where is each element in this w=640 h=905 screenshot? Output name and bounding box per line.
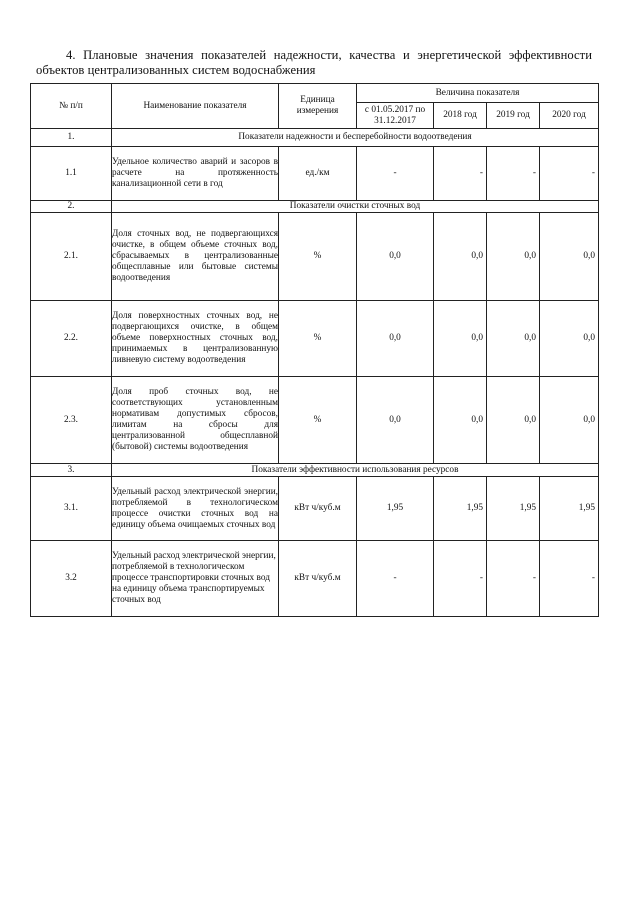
section-row xyxy=(31,201,599,213)
row-value: 1,95 xyxy=(434,477,487,541)
row-value: 1,95 xyxy=(487,477,540,541)
row-value: 0,0 xyxy=(540,377,599,464)
row-value: 0,0 xyxy=(540,301,599,377)
table-row xyxy=(31,477,599,541)
table-row xyxy=(31,541,599,617)
row-value: 0,0 xyxy=(357,377,434,464)
row-name: Доля проб сточных вод, не соответствующих установленным нормативам допустимых сбросов, лимитам на сбросы для централизованной общесплавной (бытовой) системы водоотведения xyxy=(112,377,279,464)
header-period: 2018 год xyxy=(434,103,487,129)
table-row xyxy=(31,377,599,464)
row-value: - xyxy=(540,147,599,201)
row-value: 0,0 xyxy=(487,213,540,301)
row-value: - xyxy=(487,147,540,201)
row-num: 3.1. xyxy=(31,477,112,541)
section-row xyxy=(31,464,599,477)
row-value: - xyxy=(540,541,599,617)
section-title: Показатели очистки сточных вод xyxy=(112,201,599,213)
section-row xyxy=(31,129,599,147)
header-num: № п/п xyxy=(31,84,112,129)
row-num: 3.2 xyxy=(31,541,112,617)
table-row xyxy=(31,213,599,301)
row-num: 2.3. xyxy=(31,377,112,464)
row-value: - xyxy=(357,147,434,201)
row-num: 2.1. xyxy=(31,213,112,301)
header-name: Наименование показателя xyxy=(112,84,279,129)
row-value: 0,0 xyxy=(487,377,540,464)
header-period: 2019 год xyxy=(487,103,540,129)
section-title: Показатели эффективности использования ресурсов xyxy=(112,464,599,477)
row-num: 1.1 xyxy=(31,147,112,201)
row-name: Удельный расход электрической энергии, потребляемой в технологическом процессе транспортировки сточных вод на единицу объема транспортируемых сточных вод xyxy=(112,541,279,617)
header-unit: Единица измерения xyxy=(279,84,357,129)
row-name: Доля поверхностных сточных вод, не подвергающихся очистке, в общем объеме поверхностных сточных вод, принимаемых в централизованную ливневую систему водоотведения xyxy=(112,301,279,377)
row-unit: % xyxy=(279,377,357,464)
row-num: 2.2. xyxy=(31,301,112,377)
table-row xyxy=(31,301,599,377)
section-num: 1. xyxy=(31,129,112,147)
row-name: Удельный расход электрической энергии, потребляемой в технологическом процессе очистки сточных вод на единицу объема очищаемых сточных вод xyxy=(112,477,279,541)
row-value: 0,0 xyxy=(434,377,487,464)
header-period: 2020 год xyxy=(540,103,599,129)
row-name: Удельное количество аварий и засоров в расчете на протяженность канализационной сети в год xyxy=(112,147,279,201)
row-unit: % xyxy=(279,213,357,301)
row-value: 0,0 xyxy=(540,213,599,301)
heading-text: 4. Плановые значения показателей надежности, качества и энергетической эффективности объектов централизованных систем водоснабжения xyxy=(36,48,592,77)
table-row xyxy=(31,147,599,201)
row-unit: % xyxy=(279,301,357,377)
row-name: Доля сточных вод, не подвергающихся очистке, в общем объеме сточных вод, сбрасываемых в централизованные общесплавные или бытовые системы водоотведения xyxy=(112,213,279,301)
row-value: - xyxy=(487,541,540,617)
document-heading xyxy=(36,48,592,78)
section-title: Показатели надежности и бесперебойности водоотведения xyxy=(112,129,599,147)
row-value: - xyxy=(357,541,434,617)
row-value: 1,95 xyxy=(540,477,599,541)
row-value: 1,95 xyxy=(357,477,434,541)
indicators-table xyxy=(30,83,599,617)
section-num: 3. xyxy=(31,464,112,477)
row-value: 0,0 xyxy=(487,301,540,377)
section-num: 2. xyxy=(31,201,112,213)
row-unit: кВт ч/куб.м xyxy=(279,477,357,541)
header-period: с 01.05.2017 по 31.12.2017 xyxy=(357,103,434,129)
row-value: - xyxy=(434,147,487,201)
row-value: 0,0 xyxy=(357,301,434,377)
header-value-group: Величина показателя xyxy=(357,84,599,103)
row-value: 0,0 xyxy=(434,213,487,301)
row-value: - xyxy=(434,541,487,617)
row-value: 0,0 xyxy=(434,301,487,377)
row-value: 0,0 xyxy=(357,213,434,301)
row-unit: ед./км xyxy=(279,147,357,201)
row-unit: кВт ч/куб.м xyxy=(279,541,357,617)
